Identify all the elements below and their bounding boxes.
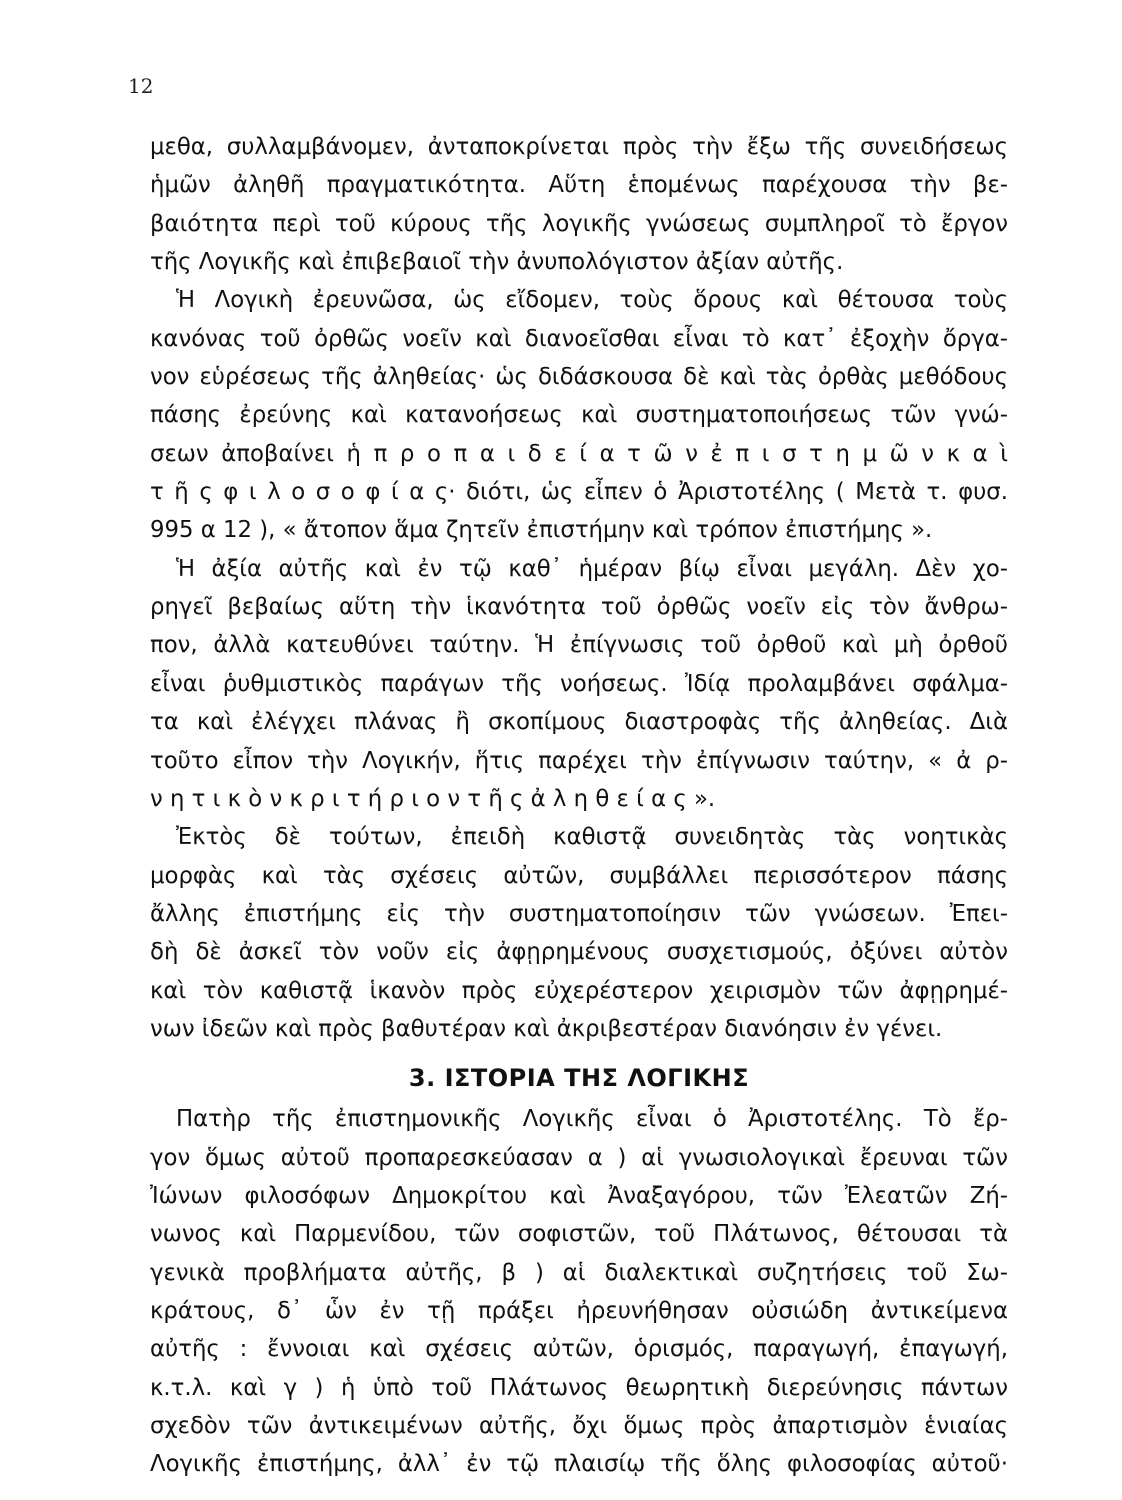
text-line: 995 α 12 ), « ἄτοπον ἅμα ζητεῖν ἐπιστήμην καὶ τρόπον ἐπιστήμης ». [150,517,933,544]
text-line: Ἡ ἀξία αὐτῆς καὶ ἐν τῷ καθ᾽ ἡμέραν βίῳ εἶναι μεγάλη. Δὲν χο- [176,555,1008,582]
text-line: ἡμῶν ἀληθῆ πραγματικότητα. Αὕτη ἑπομένως παρέχουσα τὴν βε- [150,172,1008,199]
text-line: αὐτῆς : ἔννοιαι καὶ σχέσεις αὐτῶν, ὁρισμός, παραγωγή, ἐπαγωγή, [150,1336,1008,1363]
text-line: τα καὶ ἐλέγχει πλάνας ἢ σκοπίμους διαστροφὰς τῆς ἀληθείας. Διὰ [150,709,1008,736]
text-line: κανόνας τοῦ ὀρθῶς νοεῖν καὶ διανοεῖσθαι εἶναι τὸ κατ᾽ ἐξοχὴν ὄργα- [150,325,1008,352]
text-line: Λογικῆς ἐπιστήμης, ἀλλ᾽ ἐν τῷ πλαισίῳ τῆς ὅλης φιλοσοφίας αὐτοῦ· [150,1451,1008,1478]
text-line: γον ὅμως αὐτοῦ προπαρεσκεύασαν α ) αἱ γνωσιολογικαὶ ἔρευναι τῶν [150,1144,1008,1171]
text-line: Ἡ Λογικὴ ἐρευνῶσα, ὡς εἴδομεν, τοὺς ὅρους καὶ θέτουσα τοὺς [176,287,1008,314]
section-heading: 3. ΙΣΤΟΡΙΑ ΤΗΣ ΛΟΓΙΚΗΣ [408,1064,750,1093]
text-line: ἄλλης ἐπιστήμης εἰς τὴν συστηματοποίησιν τῶν γνώσεων. Ἐπει- [150,900,1008,927]
text-line: δὴ δὲ ἀσκεῖ τὸν νοῦν εἰς ἀφῃρημένους συσχετισμούς, ὀξύνει αὐτὸν [150,939,1008,966]
text-line: γενικὰ προβλήματα αὐτῆς, β ) αἱ διαλεκτικαὶ συζητήσεις τοῦ Σω- [150,1259,1008,1286]
text-line: μορφὰς καὶ τὰς σχέσεις αὐτῶν, συμβάλλει περισσότερον πάσης [150,862,1008,889]
text-line: νον εὑρέσεως τῆς ἀληθείας· ὡς διδάσκουσα δὲ καὶ τὰς ὀρθὰς μεθόδους [150,364,1008,391]
text-line: νων ἰδεῶν καὶ πρὸς βαθυτέραν καὶ ἀκριβεστέραν διανόησιν ἐν γένει. [150,1015,943,1042]
text-line: κ.τ.λ. καὶ γ ) ἡ ὑπὸ τοῦ Πλάτωνος θεωρητικὴ διερεύνησις πάντων [150,1374,1008,1401]
text-line: βαιότητα περὶ τοῦ κύρους τῆς λογικῆς γνώσεως συμπληροῖ τὸ ἔργον [150,210,1008,237]
text-line: τοῦτο εἶπον τὴν Λογικήν, ἥτις παρέχει τὴν ἐπίγνωσιν ταύτην, « ἀ ρ- [150,747,1008,774]
page-body [150,128,1008,1484]
text-line: σεων ἀποβαίνει ἡ π ρ ο π α ι δ ε ί α τ ῶ ν ἐ π ι σ τ η μ ῶ ν κ α ὶ [150,440,1008,467]
text-line: σχεδὸν τῶν ἀντικειμένων αὐτῆς, ὄχι ὅμως πρὸς ἀπαρτισμὸν ἑνιαίας [150,1413,1008,1439]
text-line: καὶ τὸν καθιστᾷ ἱκανὸν πρὸς εὐχερέστερον χειρισμὸν τῶν ἀφῃρημέ- [150,977,1008,1004]
text-line: πον, ἀλλὰ κατευθύνει ταύτην. Ἡ ἐπίγνωσις τοῦ ὀρθοῦ καὶ μὴ ὀρθοῦ [150,632,1008,659]
text-line: τῆς Λογικῆς καὶ ἐπιβεβαιοῖ τὴν ἀνυπολόγιστον ἀξίαν αὐτῆς. [150,249,844,276]
text-line: ρηγεῖ βεβαίως αὕτη τὴν ἱκανότητα τοῦ ὀρθῶς νοεῖν εἰς τὸν ἄνθρω- [150,594,1008,621]
text-line: Πατὴρ τῆς ἐπιστημονικῆς Λογικῆς εἶναι ὁ Ἀριστοτέλης. Τὸ ἔρ- [176,1106,1008,1133]
text-line: κράτους, δ᾽ ὧν ἐν τῇ πράξει ἠρευνήθησαν οὐσιώδη ἀντικείμενα [150,1297,1008,1324]
page-number: 12 [128,74,154,98]
text-line: Ἐκτὸς δὲ τούτων, ἐπειδὴ καθιστᾷ συνειδητὰς τὰς νοητικὰς [176,824,1008,851]
text-line: Ἰώνων φιλοσόφων Δημοκρίτου καὶ Ἀναξαγόρου, τῶν Ἐλεατῶν Ζή- [150,1182,1008,1209]
text-line: ν η τ ι κ ὸ ν κ ρ ι τ ή ρ ι ο ν τ ῆ ς ἀ λ η θ ε ί α ς ». [150,785,716,812]
text-line: εἶναι ῥυθμιστικὸς παράγων τῆς νοήσεως. Ἰδίᾳ προλαμβάνει σφάλμα- [150,670,1008,697]
text-line: μεθα, συλλαμβάνομεν, ἀνταποκρίνεται πρὸς τὴν ἔξω τῆς συνειδήσεως [150,134,1008,160]
text-line: πάσης ἐρεύνης καὶ κατανοήσεως καὶ συστηματοποιήσεως τῶν γνώ- [150,402,1008,429]
text-line: τ ῆ ς φ ι λ ο σ ο φ ί α ς· διότι, ὡς εἶπεν ὁ Ἀριστοτέλης ( Μετὰ τ. φυσ. [150,479,1008,506]
text-line: νωνος καὶ Παρμενίδου, τῶν σοφιστῶν, τοῦ Πλάτωνος, θέτουσαι τὰ [150,1221,1008,1248]
